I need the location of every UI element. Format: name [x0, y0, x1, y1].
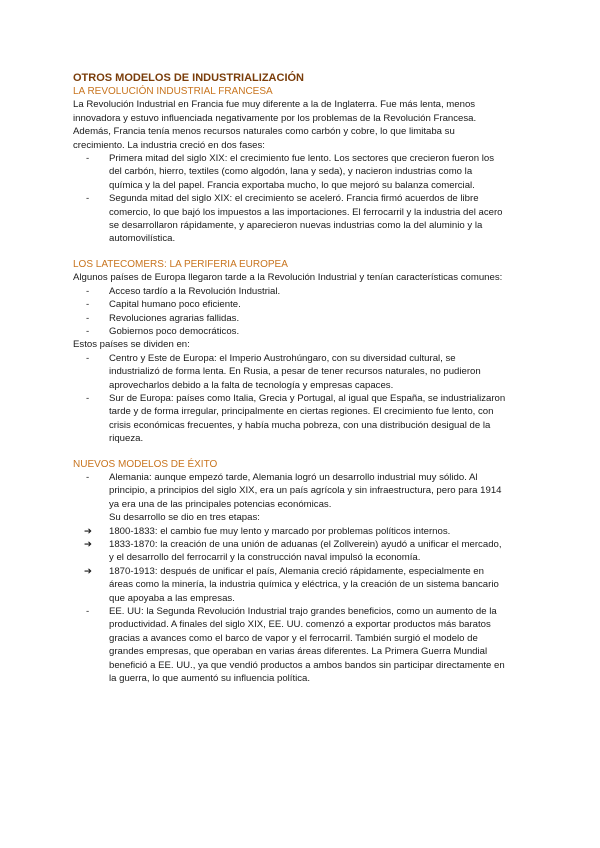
bullet-list-item: [73, 471, 543, 525]
text-line: se desarrollaron rápidamente, y aparecieron nuevas industrias como la del aluminio y la: [109, 220, 483, 232]
arrow-list-item: [73, 538, 543, 565]
section-heading: LOS LATECOMERS: LA PERIFERIA EUROPEA: [73, 258, 288, 270]
text-line: La Revolución Industrial en Francia fue muy diferente a la de Inglaterra. Fue más lenta, menos: [73, 99, 476, 111]
text-line: Primera mitad del siglo XIX: el crecimiento fue lento. Los sectores que crecieron fueron los: [109, 153, 495, 165]
dash-bullet-icon: -: [86, 471, 90, 483]
dash-bullet-icon: -: [86, 153, 90, 165]
bullet-list-item: [73, 298, 543, 311]
section-spacer: [73, 246, 543, 258]
document-page: [73, 71, 543, 685]
bullet-list-item: [73, 352, 543, 392]
text-line: Capital humano poco eficiente.: [109, 299, 241, 311]
text-line: 1833-1870: la creación de una unión de aduanas (el Zollverein) ayudó a unificar el mercado,: [109, 539, 502, 550]
section-spacer: [73, 446, 543, 458]
text-line: crecimiento. La industria creció en dos fases:: [73, 139, 265, 151]
text-line: la guerra, lo que aumentó su influencia política.: [109, 673, 311, 685]
dash-bullet-icon: -: [86, 352, 90, 364]
arrow-list-item: [73, 565, 543, 605]
text-line: 1870-1913: después de unificar el país, Alemania creció rápidamente, especialmente en: [109, 565, 484, 577]
text-line: 1800-1833: el cambio fue muy lento y marcado por problemas políticos internos.: [109, 525, 451, 537]
text-line: automovilística.: [109, 233, 176, 245]
text-line: Estos países se dividen en:: [73, 339, 190, 351]
section: [73, 258, 543, 446]
bullet-list-item: [73, 605, 543, 685]
section: [73, 85, 543, 246]
arrow-bullet-icon: ➔: [84, 539, 93, 550]
text-line: ya era una de las principales potencias económicas.: [109, 498, 332, 510]
bullet-list-item: [73, 392, 543, 446]
section-heading: LA REVOLUCIÓN INDUSTRIAL FRANCESA: [73, 86, 273, 97]
text-line: benefició a EE. UU., ya que vendió productos a ambos bandos sin participar directamente en: [109, 659, 505, 671]
text-line: principio, a principios del siglo XIX, era un país agrícola y sin infraestructura, pero para 1914: [109, 485, 502, 497]
bullet-list-item: [73, 312, 543, 325]
text-line: comercio, lo que bajó los impuestos a las importaciones. El ferrocarril y la industria del acero: [109, 206, 503, 218]
text-line: Sur de Europa: países como Italia, Grecia y Portugal, al igual que España, se industrializaron: [109, 392, 506, 404]
text-line: Algunos países de Europa llegaron tarde a la Revolución Industrial y tenían características comunes:: [73, 272, 503, 284]
text-line: industrializó de forma lenta. En Rusia, a pesar de tener recursos naturales, no pudieron: [109, 366, 481, 378]
text-line: que apoyaba a las empresas.: [109, 592, 235, 604]
paragraph: [73, 98, 543, 152]
text-line: Centro y Este de Europa: el Imperio Austrohúngaro, con su diversidad cultural, se: [109, 352, 456, 364]
dash-bullet-icon: -: [86, 325, 90, 337]
text-line: Además, Francia tenía menos recursos naturales como carbón y cobre, lo que limitaba su: [73, 126, 455, 138]
text-line: riqueza.: [109, 433, 144, 445]
dash-bullet-icon: -: [86, 312, 90, 324]
dash-bullet-icon: -: [86, 193, 90, 205]
paragraph: [73, 271, 543, 284]
bullet-list-item: [73, 325, 543, 338]
text-line: química y la del papel. Francia exportaba mucho, lo que mejoró su balanza comercial.: [109, 179, 475, 191]
dash-bullet-icon: -: [86, 392, 90, 404]
section: [73, 458, 543, 686]
section-heading: NUEVOS MODELOS DE ÉXITO: [73, 458, 218, 470]
dash-bullet-icon: -: [86, 285, 90, 297]
text-line: EE. UU: la Segunda Revolución Industrial trajo grandes beneficios, como un aumento de la: [109, 606, 497, 618]
text-line: aprovecharlos debido a la falta de tecnología y empresas capaces.: [109, 379, 394, 391]
text-line: Su desarrollo se dio en tres etapas:: [109, 512, 260, 524]
bullet-list-item: [73, 192, 543, 246]
document-title: OTROS MODELOS DE INDUSTRIALIZACIÓN: [73, 72, 304, 84]
text-line: productividad. A finales del siglo XIX, EE. UU. comenzó a exportar productos más baratos: [109, 619, 491, 631]
text-line: Acceso tardío a la Revolución Industrial.: [109, 285, 281, 297]
text-line: gracias a avances como el barco de vapor y el ferrocarril. También surgió el modelo de: [109, 632, 478, 644]
text-line: Alemania: aunque empezó tarde, Alemania logró un desarrollo industrial muy sólido. Al: [109, 471, 478, 483]
document-body: [73, 85, 543, 685]
arrow-bullet-icon: ➔: [84, 525, 93, 537]
text-line: Revoluciones agrarias fallidas.: [109, 312, 240, 324]
bullet-list-item: [73, 285, 543, 298]
arrow-list-item: [73, 525, 543, 538]
bullet-list-item: [73, 152, 543, 192]
text-line: del carbón, hierro, textiles (como algodón, lana y seda), y nacieron industrias como la: [109, 166, 473, 178]
text-line: Segunda mitad del siglo XIX: el crecimiento se aceleró. Francia firmó acuerdos de libre: [109, 193, 479, 205]
dash-bullet-icon: -: [86, 606, 90, 618]
text-line: áreas como la minería, la industria química y eléctrica, y la creación de un sistema bancario: [109, 579, 499, 591]
dash-bullet-icon: -: [86, 299, 90, 311]
arrow-bullet-icon: ➔: [84, 565, 93, 577]
text-line: grandes empresas, que operaban en varias áreas diferentes. La Primera Guerra Mundial: [109, 646, 488, 658]
text-line: crisis económicas frecuentes, y había mucha pobreza, con una distribución desigual de la: [109, 419, 491, 431]
text-line: tarde y de forma irregular, principalmente en ciertas regiones. El crecimiento fue lento, con: [109, 406, 494, 418]
text-line: Gobiernos poco democráticos.: [109, 325, 240, 337]
text-line: innovadora y estuvo influenciada negativamente por los problemas de la Revolución Francesa.: [73, 112, 477, 124]
text-line: y el desarrollo del ferrocarril y la construcción naval impulsó la economía.: [109, 552, 421, 564]
paragraph: [73, 338, 543, 351]
